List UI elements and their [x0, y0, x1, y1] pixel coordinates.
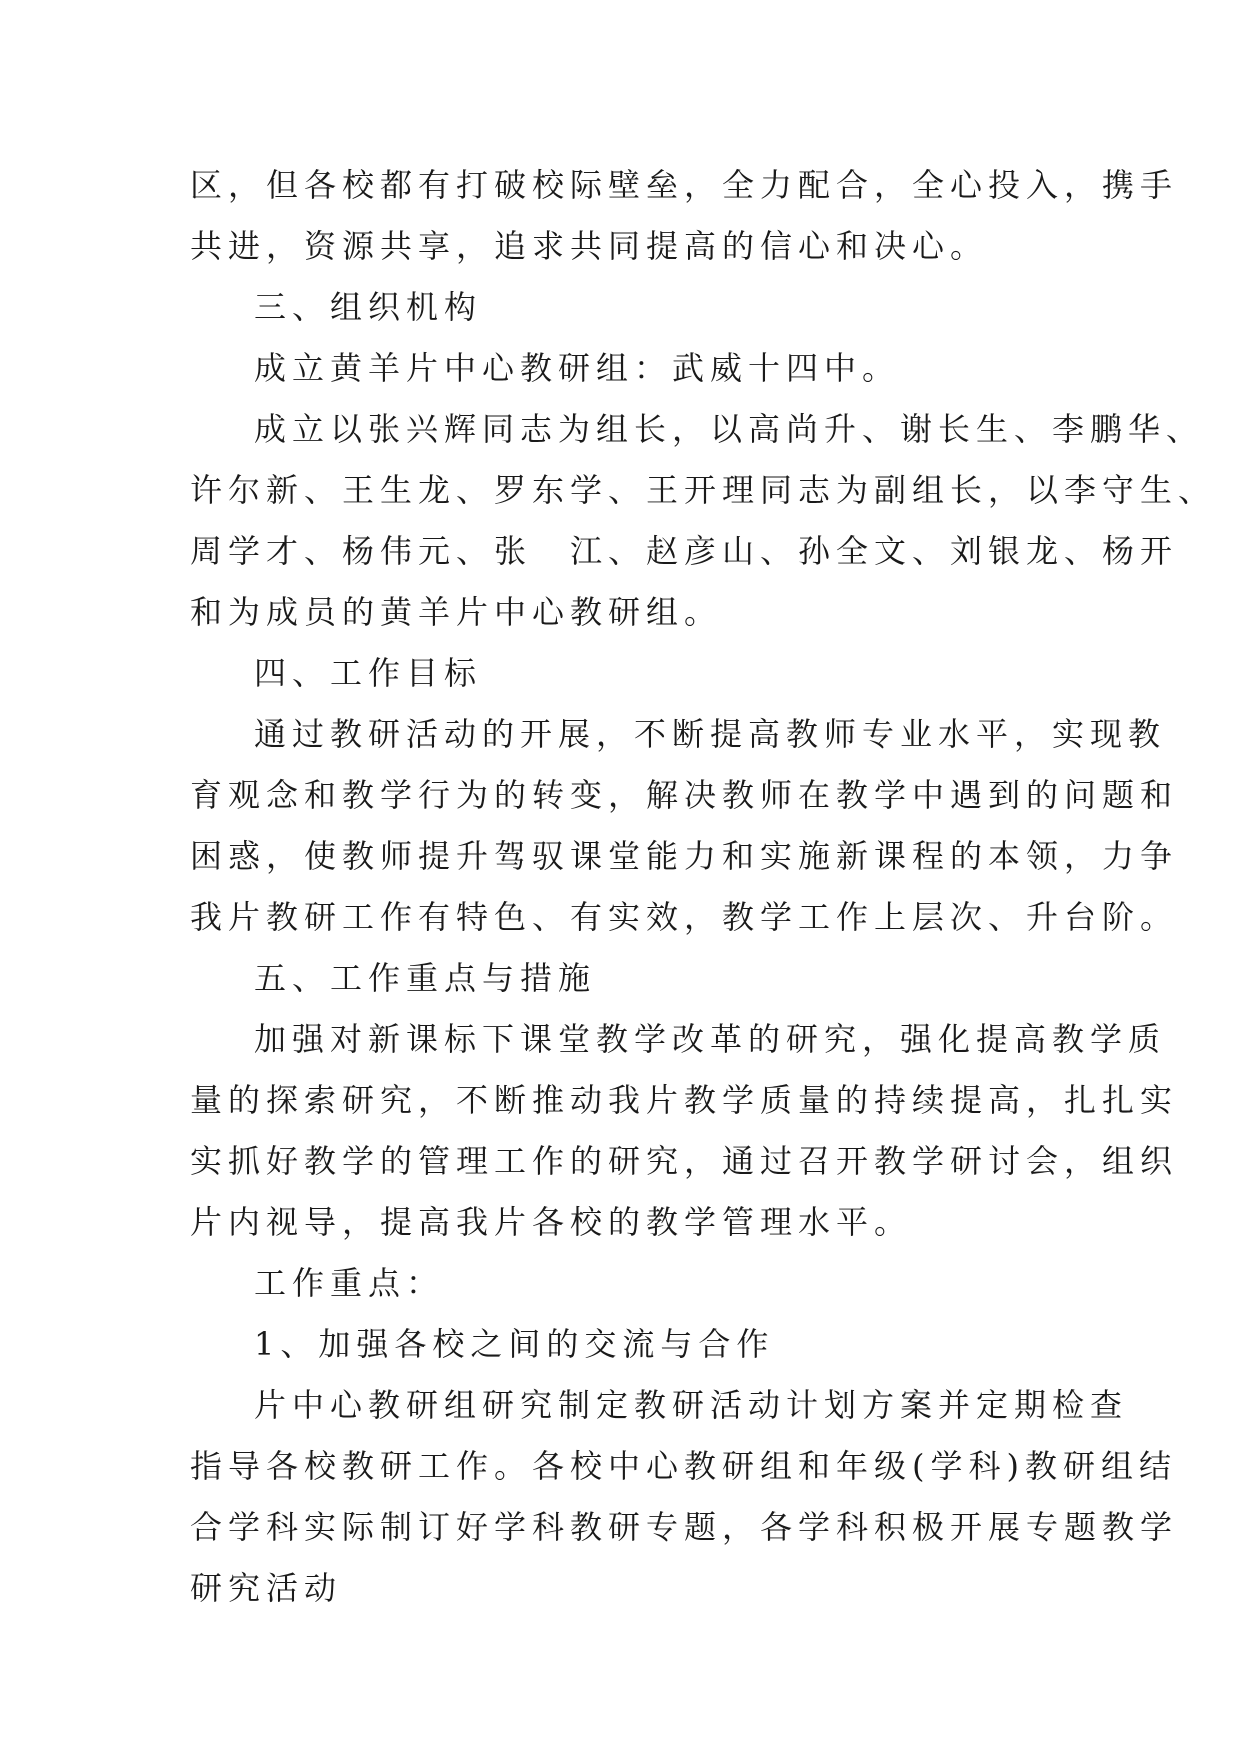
paragraph-line: 成立以张兴辉同志为组长，以高尚升、谢长生、李鹏华、	[254, 410, 1205, 448]
paragraph-line: 许尔新、王生龙、罗东学、王开理同志为副组长，以李守生、	[190, 471, 1217, 509]
paragraph-line: 通过教研活动的开展，不断提高教师专业水平，实现教	[254, 715, 1167, 753]
paragraph-line: 指导各校教研工作。各校中心教研组和年级(学科)教研组结	[190, 1447, 1177, 1485]
paragraph-line: 和为成员的黄羊片中心教研组。	[190, 593, 723, 631]
subsection-heading: 工作重点：	[254, 1264, 445, 1302]
paragraph-line: 育观念和教学行为的转变，解决教师在教学中遇到的问题和	[190, 776, 1179, 814]
paragraph-line: 共进，资源共享，追求共同提高的信心和决心。	[190, 227, 989, 265]
paragraph-line: 周学才、杨伟元、张 江、赵彦山、孙全文、刘银龙、杨开	[190, 532, 1179, 570]
paragraph-line: 区，但各校都有打破校际壁垒，全力配合，全心投入，携手	[190, 166, 1179, 204]
section-heading: 五、工作重点与措施	[254, 959, 597, 997]
section-heading: 三、组织机构	[254, 288, 483, 326]
paragraph-line: 加强对新课标下课堂教学改革的研究，强化提高教学质	[254, 1020, 1167, 1058]
paragraph-line: 合学科实际制订好学科教研专题，各学科积极开展专题教学	[190, 1508, 1179, 1546]
paragraph-line: 片内视导，提高我片各校的教学管理水平。	[190, 1203, 913, 1241]
paragraph-line: 量的探索研究，不断推动我片教学质量的持续提高，扎扎实	[190, 1081, 1179, 1119]
subsection-heading: 1、加强各校之间的交流与合作	[254, 1325, 775, 1363]
document-body	[190, 155, 1217, 1619]
paragraph-line: 研究活动	[190, 1569, 343, 1607]
paragraph-line: 片中心教研组研究制定教研活动计划方案并定期检查	[254, 1386, 1129, 1424]
paragraph-line: 困惑，使教师提升驾驭课堂能力和实施新课程的本领，力争	[190, 837, 1179, 875]
paragraph-line: 实抓好教学的管理工作的研究，通过召开教学研讨会，组织	[190, 1142, 1179, 1180]
paragraph-line: 成立黄羊片中心教研组：武威十四中。	[254, 349, 901, 387]
paragraph-line: 我片教研工作有特色、有实效，教学工作上层次、升台阶。	[190, 898, 1179, 936]
section-heading: 四、工作目标	[254, 654, 483, 692]
